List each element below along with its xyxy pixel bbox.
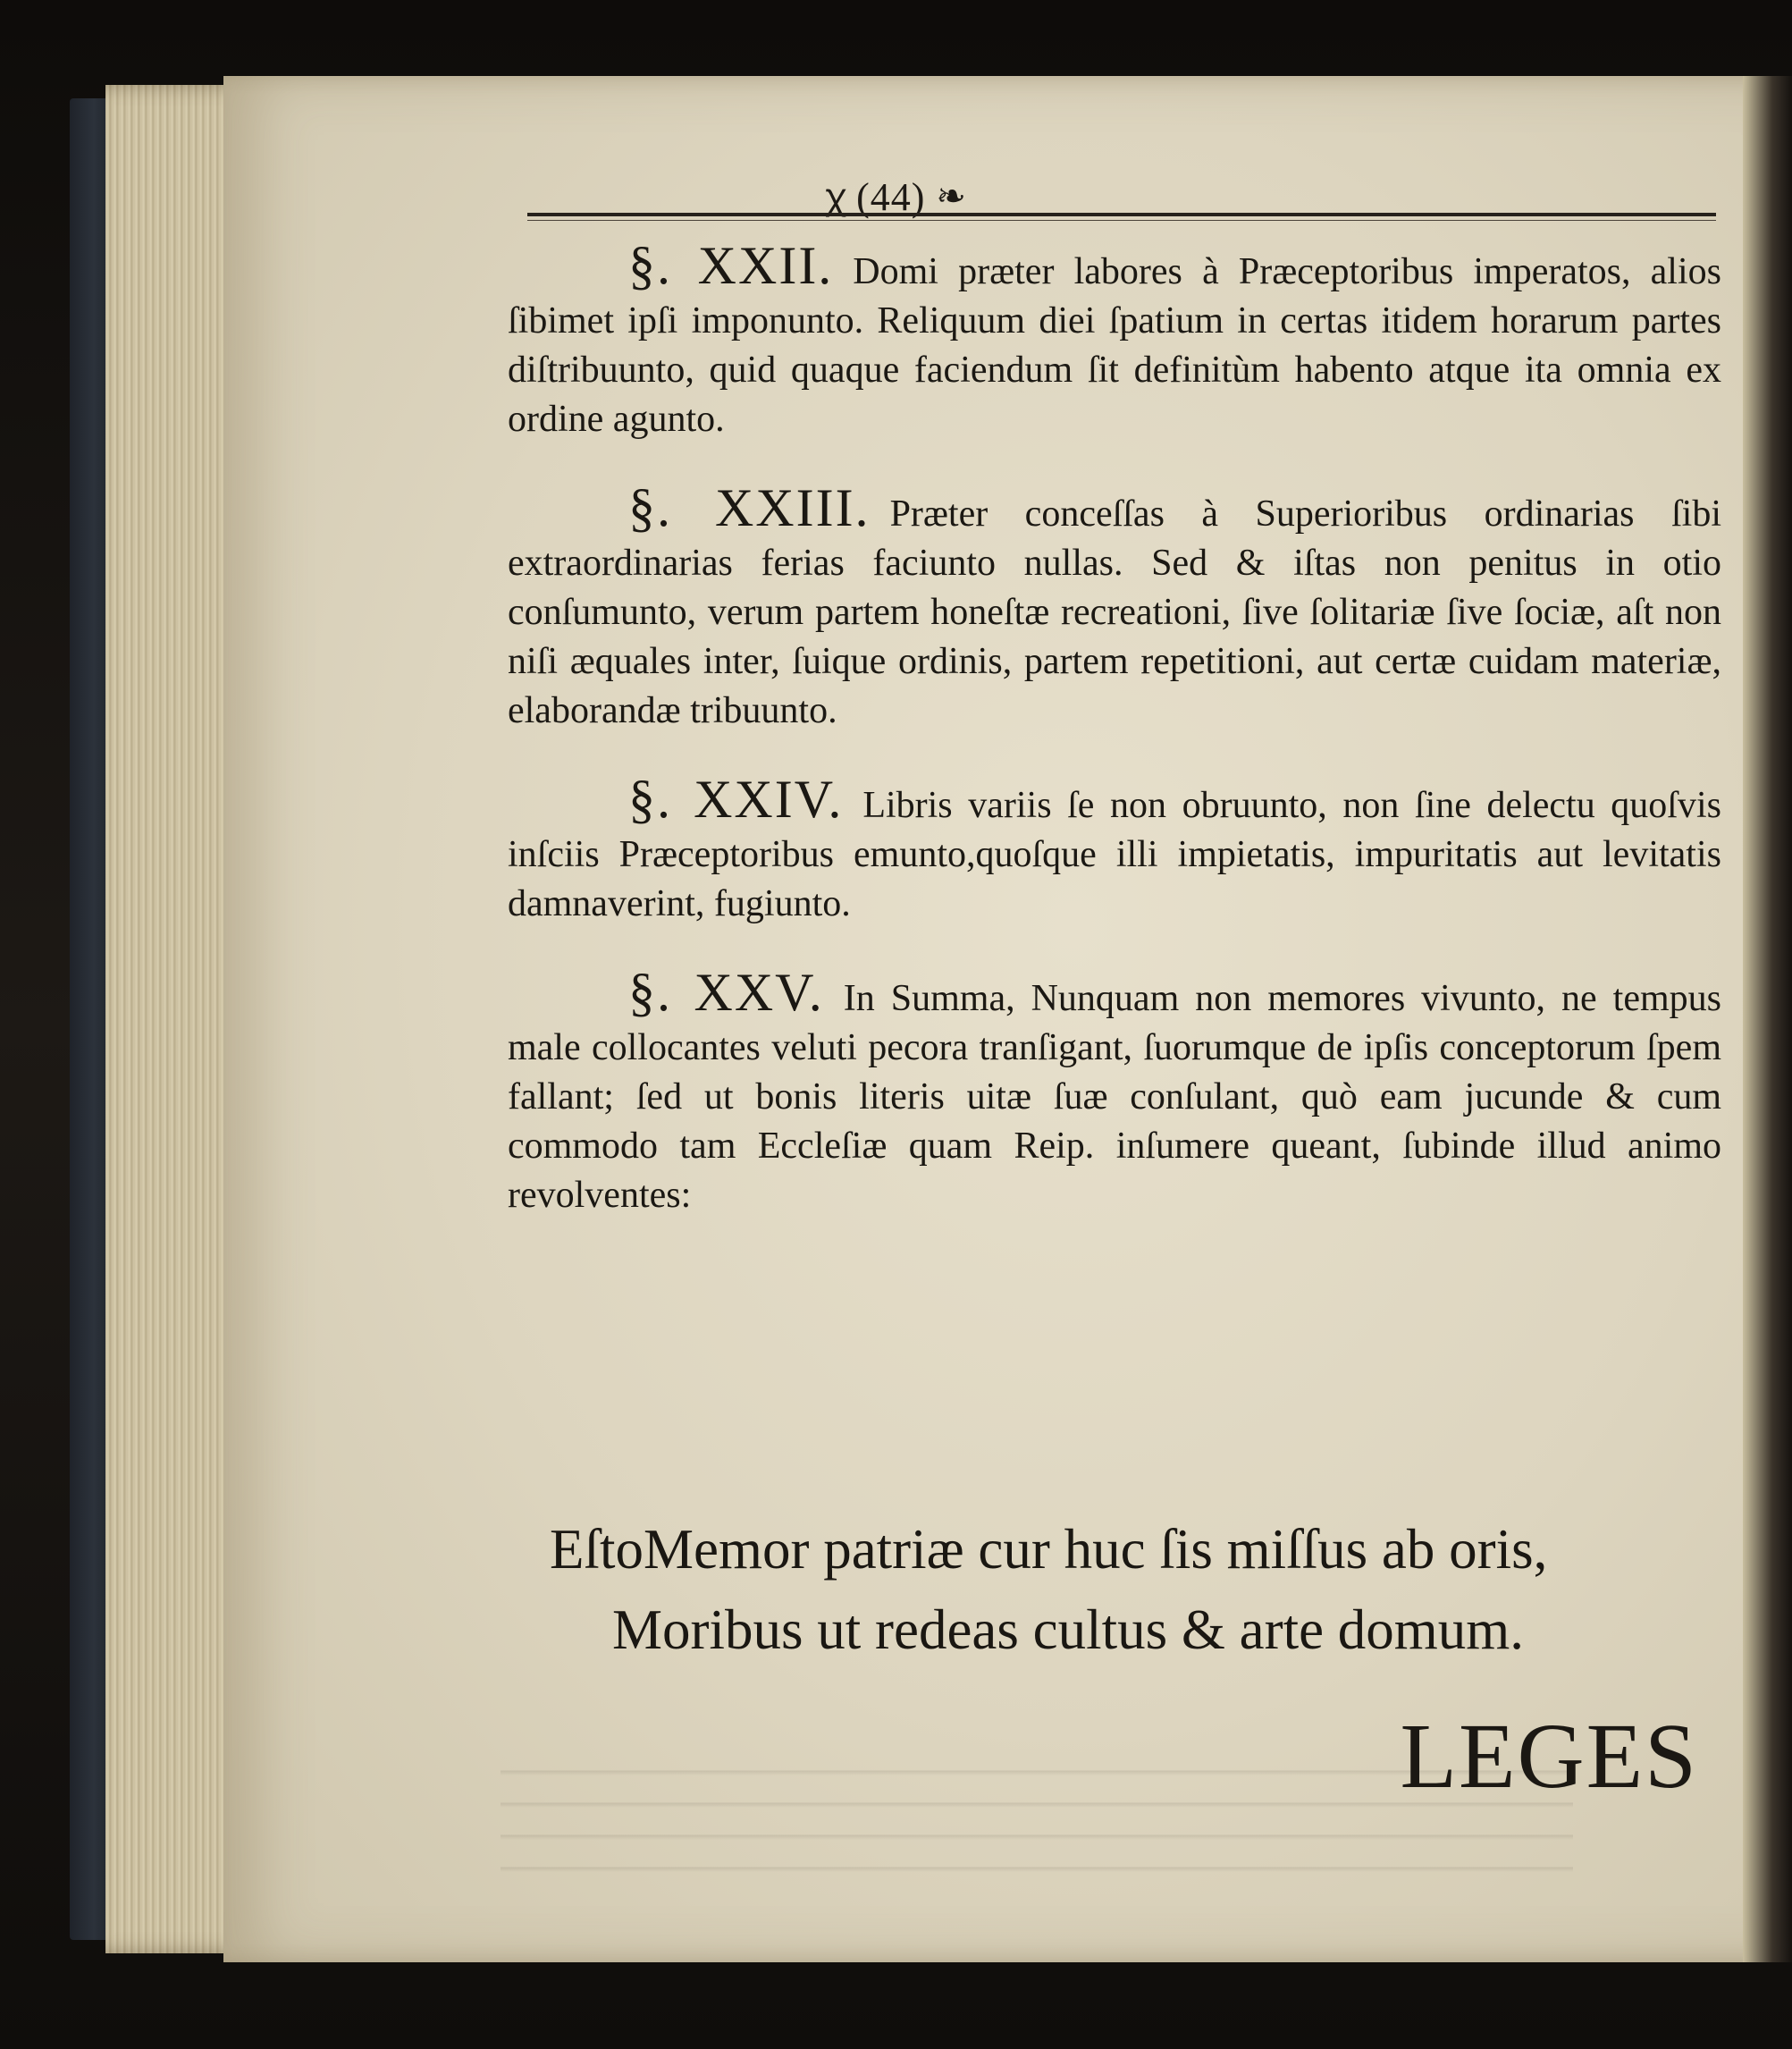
section-number: §. XXIII. (628, 478, 871, 537)
section-text: Libris variis ſe non obruunto, non ſine delectu quoſvis inſciis Præceptoribus emunto,quoſque illi impietatis, impuritatis aut levitatis damnaverint, fugiunto. (508, 785, 1721, 924)
main-text (508, 236, 1721, 1260)
page-number: (44) (856, 175, 926, 219)
section-number: §. XXII. (628, 236, 834, 295)
section-text: Domi præter labores à Præceptoribus imperatos, alios ſibimet ipſi imponunto. Reliquum diei ſpatium in certas itidem horarum partes diſtribuunto, quid quaque faciendum ſit definitùm habento atque ita omnia ex ordine agunto. (508, 251, 1721, 440)
section-text: Præter conceſſas à Superioribus ordinarias ſibi extraordinarias ferias faciunto nullas. Sed & iſtas non penitus in otio conſumunto, verum partem honeſtæ recreationi, ſive ſolitariæ ſive ſociæ, aſt non niſi æquales inter, ſuique ordinis, partem repetitioni, aut certæ cuidam materiæ, elaborandæ tribuunto. (508, 493, 1721, 731)
page-gutter-shadow (1743, 76, 1792, 1962)
section-25 (508, 963, 1721, 1220)
verse-line-1: EſtoMemor patriæ cur huc ſis miſſus ab oris, (550, 1518, 1548, 1581)
section-24 (508, 770, 1721, 929)
right-ornament-icon: ❧ (936, 176, 967, 216)
head-rule-thin (527, 220, 1716, 221)
section-22 (508, 236, 1721, 444)
head-rule (527, 213, 1716, 216)
section-number: §. XXV. (628, 963, 824, 1022)
section-number: §. XXIV. (628, 770, 844, 829)
verse-line-2: Moribus ut redeas cultus & arte domum. (612, 1598, 1525, 1661)
verse-couplet (550, 1509, 1712, 1670)
left-ornament-icon: ꭓ (825, 176, 846, 216)
section-23 (508, 478, 1721, 736)
catchword: LEGES (1400, 1705, 1698, 1808)
section-text: In Summa, Nunquam non memores vivunto, ne tempus male collocantes veluti pecora tranſigant, ſuorumque de ipſis conceptorum ſpem fallant; ſed ut bonis literis uitæ ſuæ conſulant, quò eam jucunde & cum commodo tam Eccleſiæ quam Reip. inſumere queant, ſubinde illud animo revolventes: (508, 978, 1721, 1216)
